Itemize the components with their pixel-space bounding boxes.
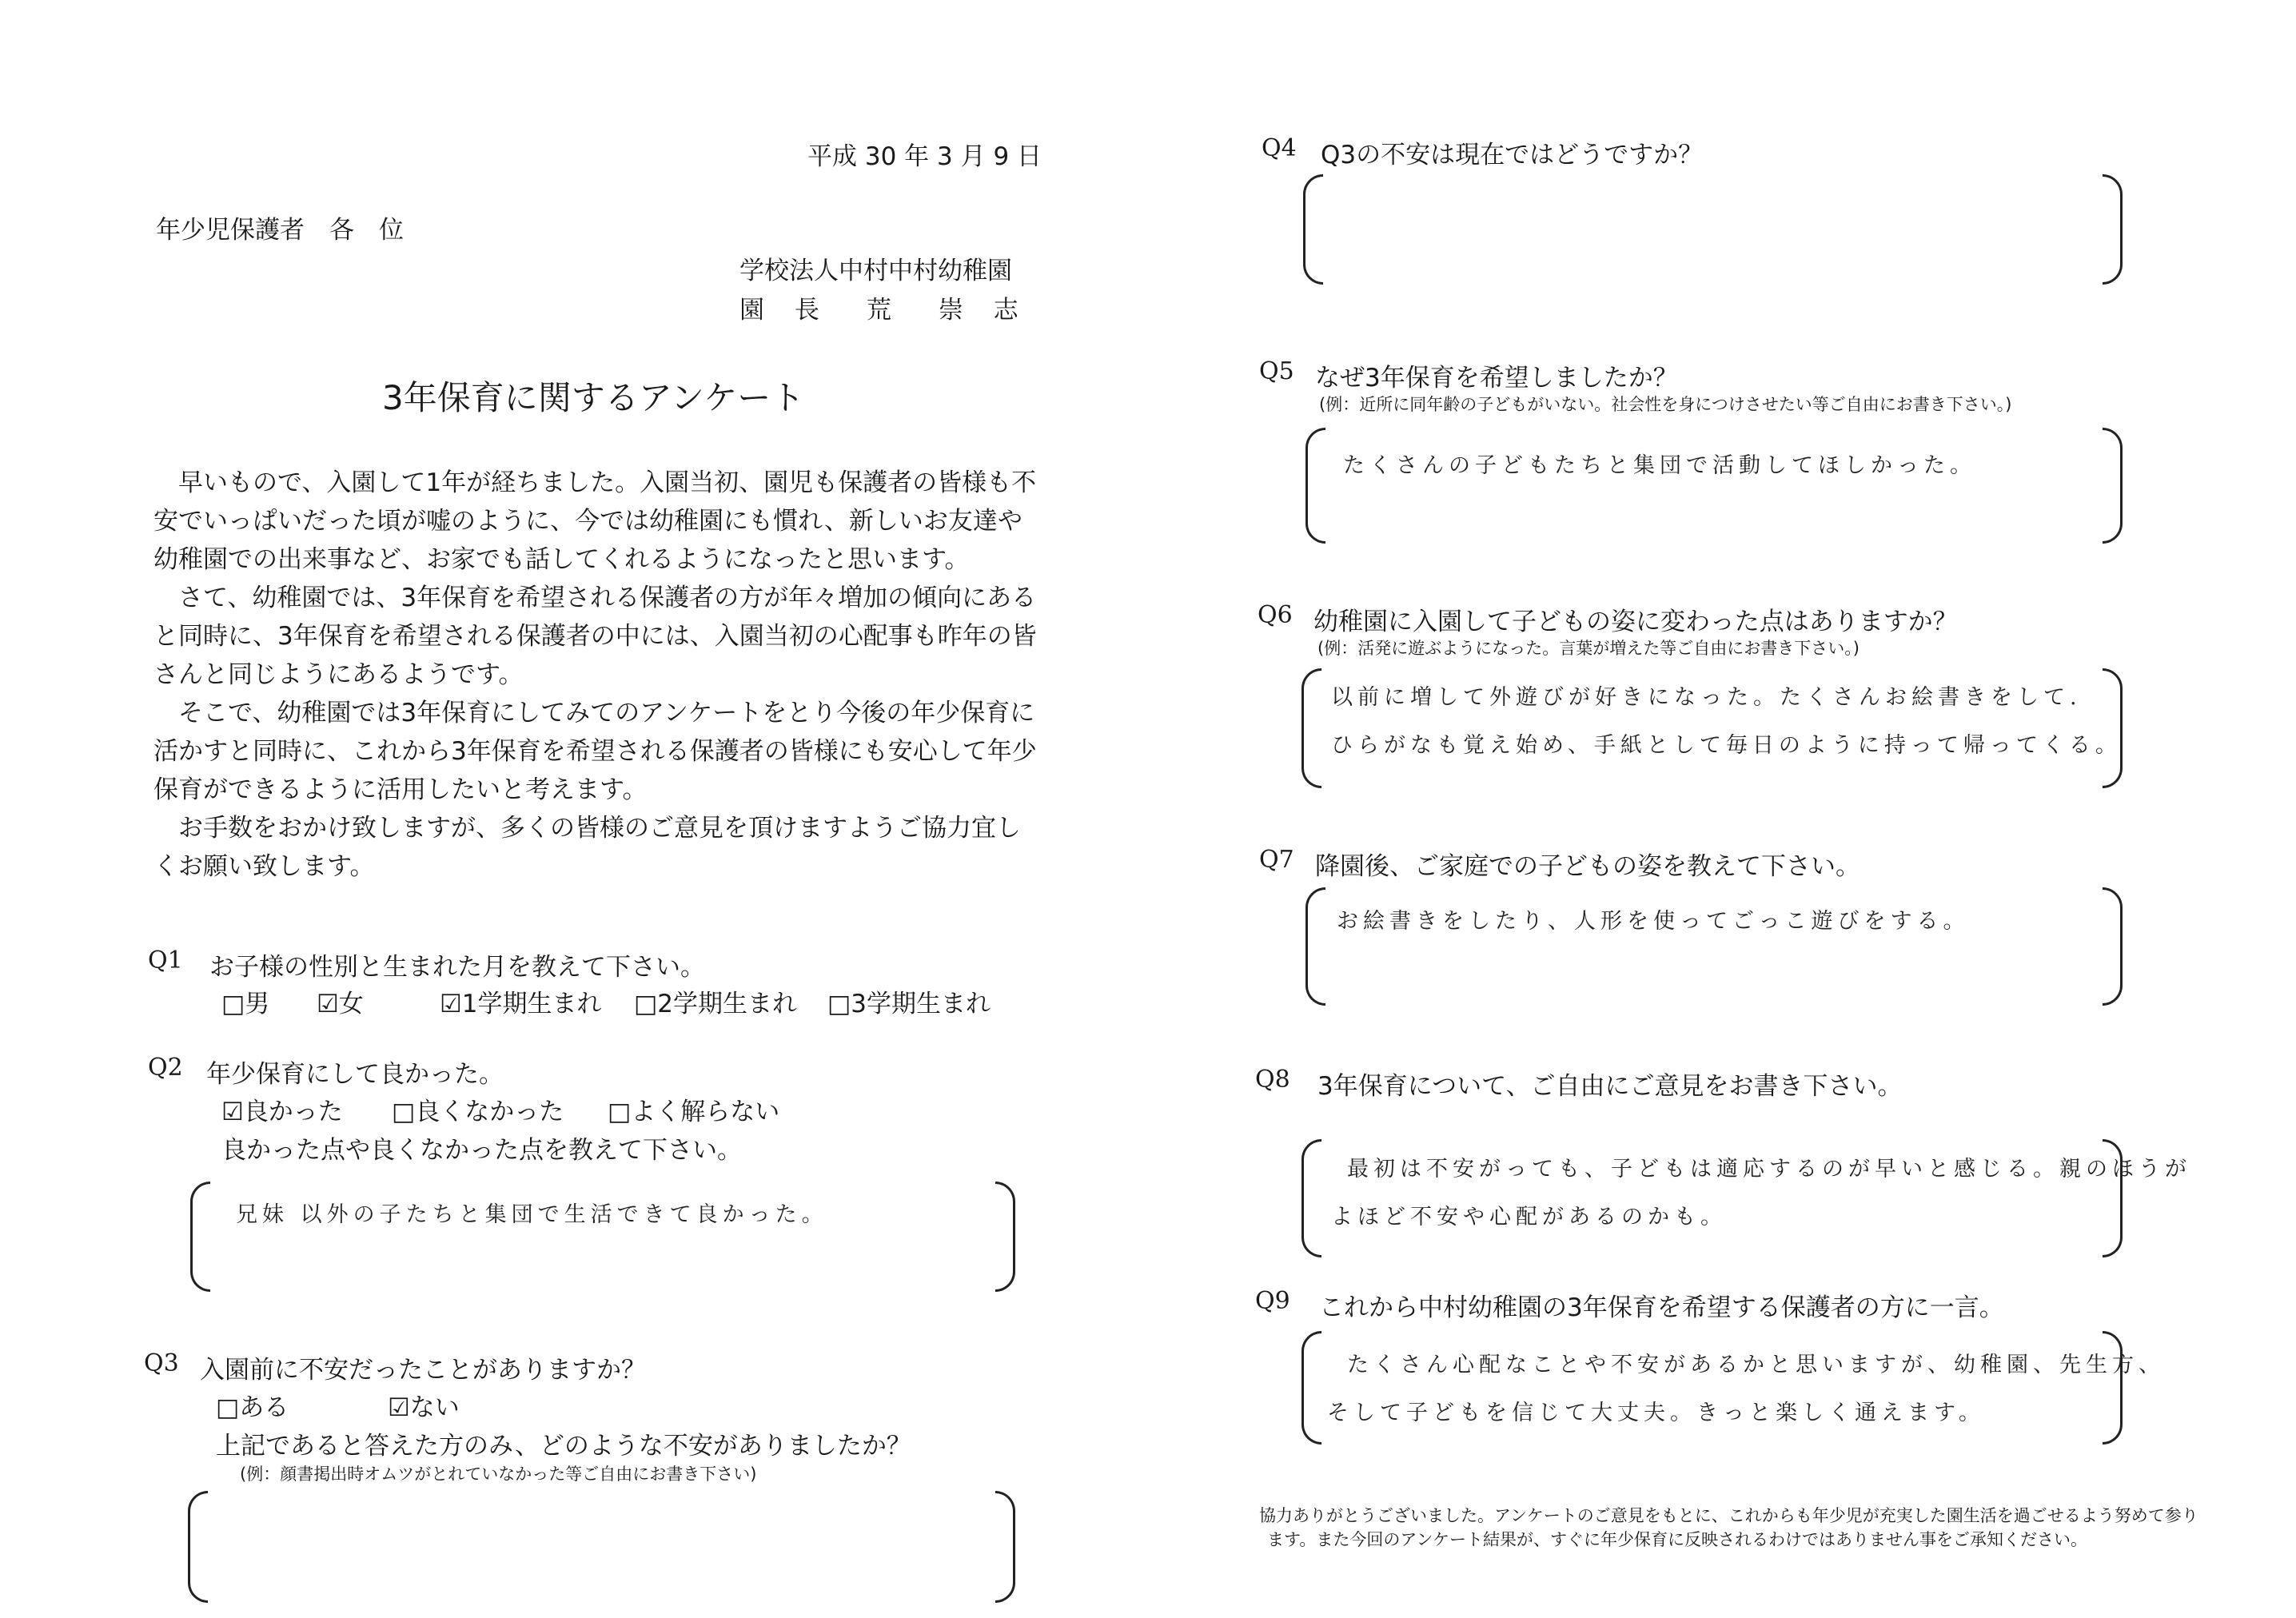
q9-answer-line-1: たくさん心配なことや不安があるかと思いますが、幼稚園、先生方、 [1347, 1353, 2165, 1377]
q1-label: Q1 [148, 946, 183, 974]
q2-question: 年少保育にして良かった。 [206, 1060, 504, 1089]
q3-followup: 上記であると答えた方のみ、どのような不安がありましたか？ [216, 1432, 911, 1461]
q7-label: Q7 [1259, 846, 1294, 874]
principal-name: 園 長 荒 崇 志 [739, 296, 1030, 325]
q2-answer: 兄妹 以外の子たちと集団で生活できて良かった。 [236, 1202, 828, 1227]
q4-question: Q3の不安は現在ではどうですか？ [1321, 141, 1704, 169]
intro-text [153, 464, 1041, 886]
q8-label: Q8 [1255, 1066, 1290, 1094]
q2-option-unsure[interactable]: □よく解らない [608, 1098, 780, 1126]
q4-answer-box[interactable] [1303, 174, 2123, 285]
q3-label: Q3 [144, 1349, 179, 1377]
q4-label: Q4 [1262, 134, 1297, 162]
q6-label: Q6 [1258, 601, 1293, 629]
q9-answer-line-2: そして子どもを信じて大丈夫。きっと楽しく通えます。 [1327, 1401, 1985, 1425]
q3-option-no[interactable]: ☑ない [388, 1393, 460, 1422]
q5-example: (例：近所に同年齢の子どもがいない。社会性を身につけさせたい等ご自由にお書き下さい。) [1319, 395, 2012, 414]
q3-example: (例：顔書掲出時オムツがとれていなかった等ご自由にお書き下さい) [240, 1465, 757, 1484]
q6-answer-line-2: ひらがなも覚え始め、手紙として毎日のように持って帰ってくる。 [1331, 733, 2122, 758]
q5-answer-box[interactable] [1305, 428, 2123, 544]
page-title: 3年保育に関するアンケート [382, 378, 805, 417]
q5-label: Q5 [1259, 357, 1294, 385]
q6-answer-line-1: 以前に増して外遊びが好きになった。たくさんお絵書きをして. [1331, 685, 2082, 710]
addressee: 年少児保護者 各 位 [156, 216, 404, 245]
intro-paragraph-1: 早いもので、入園して1年が経ちました。入園当初、園児も保護者の皆様も不安でいっぱいだった頃が嘘のように、今では幼稚園にも慣れ、新しいお友達や幼稚園での出来事など、お家でも話してくれるようになったと思います。 [153, 468, 1037, 574]
q8-answer-line-1: 最初は不安がっても、子どもは適応するのが早いと感じる。親のほうが [1347, 1157, 2191, 1182]
footer-note-line-1: 協力ありがとうございました。アンケートのご意見をもとに、これからも年少児が充実した園生活を過ごせるよう努めて参り [1259, 1506, 2198, 1525]
intro-paragraph-3: そこで、幼稚園では3年保育にしてみてのアンケートをとり今後の年少保育に活かすと同時に、これから3年保育を希望される保護者の皆様にも安心して年少保育ができるように活用したいと考えます。 [153, 699, 1037, 804]
q3-question: 入園前に不安だったことがありますか？ [200, 1356, 646, 1385]
q7-answer: お絵書きをしたり、人形を使ってごっこ遊びをする。 [1337, 909, 1970, 934]
q2-option-good[interactable]: ☑良かった [221, 1098, 343, 1126]
q9-question: これから中村幼稚園の3年保育を希望する保護者の方に一言。 [1319, 1293, 2004, 1322]
q3-answer-box[interactable] [188, 1491, 1015, 1603]
q1-option-male[interactable]: □男 [221, 990, 270, 1018]
q7-question: 降園後、ご家庭での子どもの姿を教えて下さい。 [1315, 852, 1860, 881]
q2-label: Q2 [148, 1054, 183, 1082]
footer-note-line-2: ます。また今回のアンケート結果が、すぐに年少保育に反映されるわけではありません事をご承知ください。 [1267, 1530, 2088, 1549]
q1-option-term2[interactable]: □2学期生まれ [634, 990, 798, 1018]
q8-question: 3年保育について、ご自由にご意見をお書き下さい。 [1317, 1072, 1903, 1101]
q9-label: Q9 [1255, 1287, 1290, 1315]
q1-question: お子様の性別と生まれた月を教えて下さい。 [209, 953, 705, 982]
q6-question: 幼稚園に入園して子どもの姿に変わった点はありますか？ [1313, 608, 1958, 636]
q5-question: なぜ3年保育を希望しましたか？ [1315, 364, 1678, 393]
intro-paragraph-2: さて、幼稚園では、3年保育を希望される保護者の方が年々増加の傾向にあると同時に、3年保育を希望される保護者の中には、入園当初の心配事も昨年の皆さんと同じようにあるようです。 [153, 584, 1037, 689]
q1-option-female[interactable]: ☑女 [317, 990, 364, 1018]
q2-option-not-good[interactable]: □良くなかった [392, 1098, 564, 1126]
q6-example: (例：活発に遊ぶようになった。言葉が増えた等ご自由にお書き下さい。) [1317, 639, 1860, 658]
q2-followup: 良かった点や良くなかった点を教えて下さい。 [221, 1136, 742, 1165]
school-name: 学校法人中村中村幼稚園 [739, 257, 1012, 285]
intro-paragraph-4: お手数をおかけ致しますが、多くの皆様のご意見を頂けますようご協力宜しくお願い致します。 [153, 814, 1021, 881]
q1-option-term1[interactable]: ☑1学期生まれ [440, 990, 602, 1018]
q8-answer-line-2: よほど不安や心配があるのかも。 [1331, 1205, 1727, 1229]
date: 平成 30 年 3 月 9 日 [807, 142, 1042, 171]
q3-option-yes[interactable]: □ある [216, 1393, 289, 1422]
q1-option-term3[interactable]: □3学期生まれ [827, 990, 991, 1018]
q5-answer: たくさんの子どもたちと集団で活動してほしかった。 [1343, 453, 1976, 478]
